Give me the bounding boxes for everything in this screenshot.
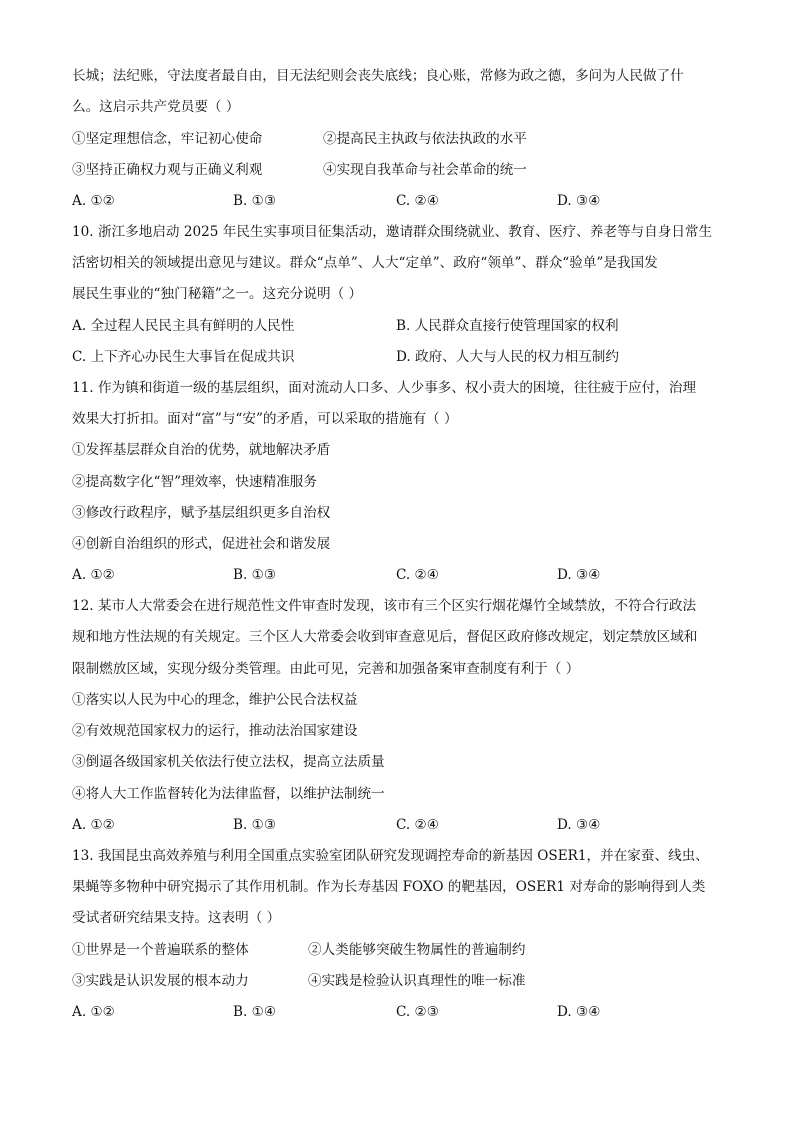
q12-stem-line-3: 限制燃放区域，实现分级分类管理。由此可见，完善和加强备案审查制度有利于（ ） <box>72 661 580 677</box>
q13-stem-line-1: 13. 我国昆虫高效养殖与利用全国重点实验室团队研究发现调控寿命的新基因 OSER1，并在家蚕、线虫、 <box>72 848 709 864</box>
q10-choice-a: A. 全过程人民民主具有鲜明的人民性 <box>72 318 295 334</box>
q13-stem-line-2: 果蝇等多物种中研究揭示了其作用机制。作为长寿基因 FOXO 的靶基因，OSER1 对寿命的影响得到人类 <box>72 879 706 895</box>
q11-stem-line-2: 效果大打折扣。面对“富”与“安”的矛盾，可以采取的措施有（ ） <box>72 411 458 427</box>
q11-choice-b: B. ①③ <box>233 567 277 583</box>
q11-choice-c: C. ②④ <box>396 567 439 583</box>
q12-choice-b: B. ①③ <box>233 817 277 833</box>
q12-item-4: ④将人大工作监督转化为法律监督，以维护法制统一 <box>72 786 385 802</box>
q10-stem-line-2: 活密切相关的领域提出意见与建议。群众“点单”、人大“定单”、政府“领单”、群众“验单”是我国发 <box>72 255 658 271</box>
q12-item-2: ②有效规范国家权力的运行，推动法治国家建设 <box>72 723 358 739</box>
q13-choice-a: A. ①② <box>72 1004 115 1020</box>
q9-item-1: ①坚定理想信念，牢记初心使命 <box>72 131 263 147</box>
q10-stem-line-1: 10. 浙江多地启动 2025 年民生实事项目征集活动，邀请群众围绕就业、教育、医疗、养老等与自身日常生 <box>72 224 713 240</box>
q11-item-2: ②提高数字化“智”理效率，快速精准服务 <box>72 474 317 490</box>
q11-choice-a: A. ①② <box>72 567 115 583</box>
q10-choice-c: C. 上下齐心办民生大事旨在促成共识 <box>72 349 295 365</box>
q12-item-3: ③倒逼各级国家机关依法行使立法权，提高立法质量 <box>72 754 385 770</box>
q13-item-4: ④实践是检验认识真理性的唯一标准 <box>308 973 526 989</box>
q13-item-3: ③实践是认识发展的根本动力 <box>72 973 249 989</box>
q11-item-1: ①发挥基层群众自治的优势，就地解决矛盾 <box>72 442 331 458</box>
q9-stem-line-1: 长城；法纪账，守法度者最自由，目无法纪则会丧失底线；良心账，常修为政之德，多问为人民做了什 <box>72 68 684 84</box>
q9-item-2: ②提高民主执政与依法执政的水平 <box>323 131 527 147</box>
q12-choice-a: A. ①② <box>72 817 115 833</box>
q13-stem-line-3: 受试者研究结果支持。这表明（ ） <box>72 910 281 926</box>
q12-choice-c: C. ②④ <box>396 817 439 833</box>
q9-item-4: ④实现自我革命与社会革命的统一 <box>323 162 527 178</box>
q9-choice-d: D. ③④ <box>557 193 601 209</box>
q12-choice-d: D. ③④ <box>557 817 601 833</box>
q9-item-3: ③坚持正确权力观与正确义利观 <box>72 162 263 178</box>
q12-item-1: ①落实以人民为中心的理念，维护公民合法权益 <box>72 692 358 708</box>
q11-choice-d: D. ③④ <box>557 567 601 583</box>
q10-choice-b: B. 人民群众直接行使管理国家的权利 <box>396 318 619 334</box>
q10-choice-d: D. 政府、人大与人民的权力相互制约 <box>396 349 619 365</box>
q13-item-2: ②人类能够突破生物属性的普遍制约 <box>308 942 526 958</box>
q13-choice-d: D. ③④ <box>557 1004 601 1020</box>
q13-choice-c: C. ②③ <box>396 1004 439 1020</box>
q11-item-3: ③修改行政程序，赋予基层组织更多自治权 <box>72 505 331 521</box>
q9-choice-b: B. ①③ <box>233 193 277 209</box>
q12-stem-line-2: 规和地方性法规的有关规定。三个区人大常委会收到审查意见后，督促区政府修改规定，划定禁放区域和 <box>72 629 698 645</box>
q12-stem-line-1: 12. 某市人大常委会在进行规范性文件审查时发现，该市有三个区实行烟花爆竹全域禁放，不符合行政法 <box>72 598 697 614</box>
q9-stem-line-2: 么。这启示共产党员要（ ） <box>72 99 240 115</box>
q9-choice-c: C. ②④ <box>396 193 439 209</box>
q9-choice-a: A. ①② <box>72 193 115 209</box>
q13-choice-b: B. ①④ <box>233 1004 277 1020</box>
q13-item-1: ①世界是一个普遍联系的整体 <box>72 942 249 958</box>
q11-item-4: ④创新自治组织的形式，促进社会和谐发展 <box>72 536 331 552</box>
q11-stem-line-1: 11. 作为镇和街道一级的基层组织，面对流动人口多、人少事多、权小责大的困境，往往疲于应付，治理 <box>72 380 697 396</box>
q10-stem-line-3: 展民生事业的“独门秘籍”之一。这充分说明（ ） <box>72 286 363 302</box>
